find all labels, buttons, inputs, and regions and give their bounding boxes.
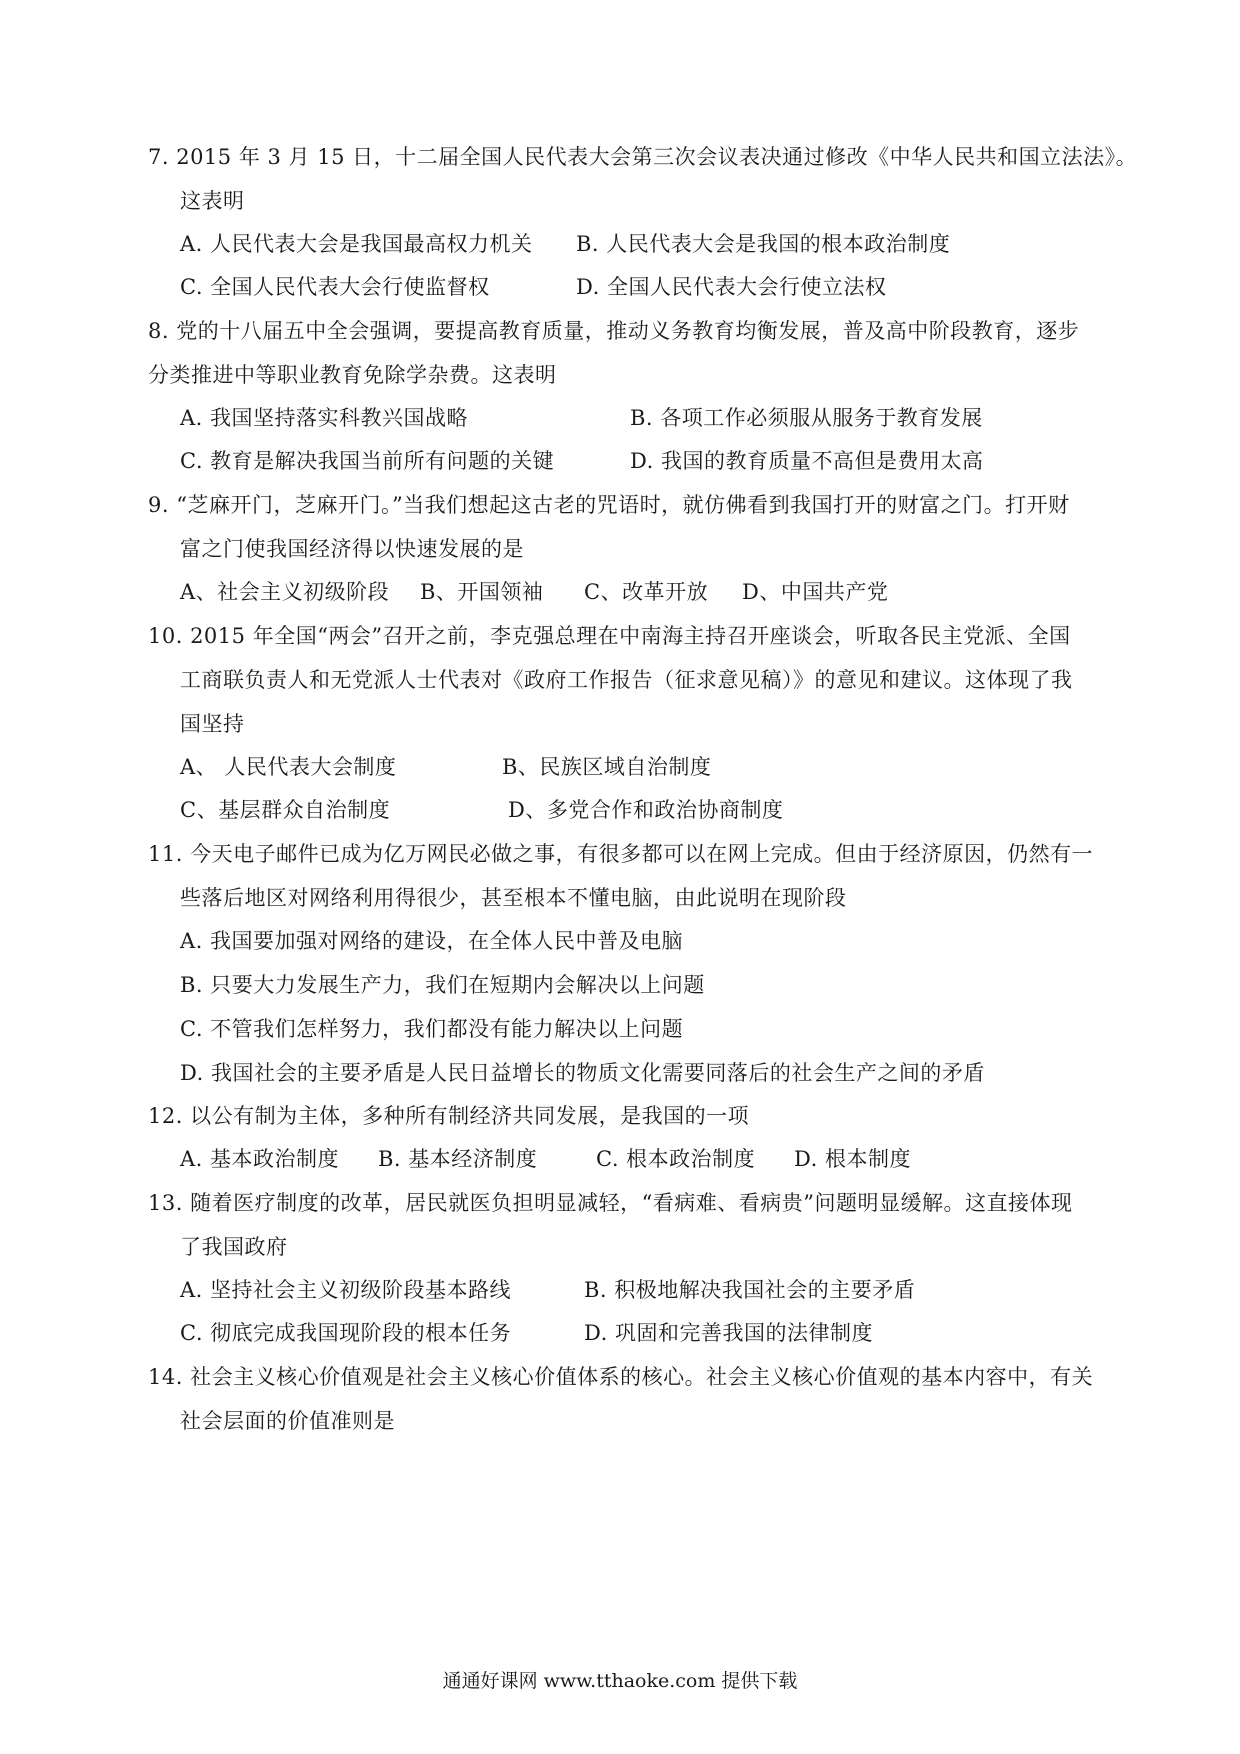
q8-option-a: A. 我国坚持落实科教兴国战略 (180, 406, 469, 430)
q7-stem-line1: 7. 2015 年 3 月 15 日，十二届全国人民代表大会第三次会议表决通过修改《中华人民共和国立法法》。 (148, 145, 1138, 169)
q9-option-b: B、开国领袖 (420, 580, 544, 604)
q14-stem-line2: 社会层面的价值准则是 (180, 1409, 395, 1433)
q10-option-a: A、 人民代表大会制度 (180, 755, 397, 779)
q10-option-d: D、多党合作和政治协商制度 (508, 798, 784, 822)
q7-option-d: D. 全国人民代表大会行使立法权 (576, 275, 887, 299)
q8-stem-line1: 8. 党的十八届五中全会强调，要提高教育质量，推动义务教育均衡发展，普及高中阶段教育，逐步 (148, 319, 1080, 343)
q10-stem-line1: 10. 2015 年全国“两会”召开之前，李克强总理在中南海主持召开座谈会，听取各民主党派、全国 (148, 624, 1071, 648)
q11-option-c: C. 不管我们怎样努力，我们都没有能力解决以上问题 (180, 1017, 684, 1041)
q11-option-d: D. 我国社会的主要矛盾是人民日益增长的物质文化需要同落后的社会生产之间的矛盾 (180, 1061, 985, 1085)
q13-option-c: C. 彻底完成我国现阶段的根本任务 (180, 1321, 512, 1345)
q11-stem-line2: 些落后地区对网络利用得很少，甚至根本不懂电脑，由此说明在现阶段 (180, 886, 847, 910)
q8-option-b: B. 各项工作必须服从服务于教育发展 (630, 406, 983, 430)
q11-option-a: A. 我国要加强对网络的建设，在全体人民中普及电脑 (180, 929, 684, 953)
q11-stem-line1: 11. 今天电子邮件已成为亿万网民必做之事，有很多都可以在网上完成。但由于经济原因，仍然有一 (148, 842, 1094, 866)
q10-option-b: B、民族区域自治制度 (502, 755, 712, 779)
q12-option-b: B. 基本经济制度 (378, 1147, 538, 1171)
q10-stem-line2: 工商联负责人和无党派人士代表对《政府工作报告（征求意见稿）》的意见和建议。这体现了我 (180, 668, 1073, 692)
q11-option-b: B. 只要大力发展生产力，我们在短期内会解决以上问题 (180, 973, 705, 997)
q13-option-a: A. 坚持社会主义初级阶段基本路线 (180, 1278, 512, 1302)
q9-option-c: C、改革开放 (584, 580, 709, 604)
q8-stem-line2: 分类推进中等职业教育免除学杂费。这表明 (148, 363, 557, 387)
q10-option-c: C、基层群众自治制度 (180, 798, 391, 822)
q7-option-c: C. 全国人民代表大会行使监督权 (180, 275, 490, 299)
q7-stem-line2: 这表明 (180, 189, 245, 213)
q9-option-d: D、中国共产党 (742, 580, 889, 604)
q7-option-a: A. 人民代表大会是我国最高权力机关 (180, 232, 533, 256)
q13-stem-line2: 了我国政府 (180, 1235, 288, 1259)
q14-stem-line1: 14. 社会主义核心价值观是社会主义核心价值体系的核心。社会主义核心价值观的基本内容中，有关 (148, 1365, 1094, 1389)
q8-option-d: D. 我国的教育质量不高但是费用太高 (630, 449, 984, 473)
q12-option-c: C. 根本政治制度 (596, 1147, 756, 1171)
q7-option-b: B. 人民代表大会是我国的根本政治制度 (576, 232, 951, 256)
q9-stem-line1: 9. “芝麻开门，芝麻开门。”当我们想起这古老的咒语时，就仿佛看到我国打开的财富之门。打开财 (148, 493, 1070, 517)
q9-option-a: A、社会主义初级阶段 (180, 580, 390, 604)
q12-option-d: D. 根本制度 (794, 1147, 911, 1171)
q12-stem-line1: 12. 以公有制为主体，多种所有制经济共同发展，是我国的一项 (148, 1104, 750, 1128)
page-footer: 通通好课网 www.tthaoke.com 提供下载 (442, 1670, 798, 1692)
q9-stem-line2: 富之门使我国经济得以快速发展的是 (180, 537, 524, 561)
q8-option-c: C. 教育是解决我国当前所有问题的关键 (180, 449, 555, 473)
q13-option-b: B. 积极地解决我国社会的主要矛盾 (584, 1278, 916, 1302)
q10-stem-line3: 国坚持 (180, 712, 245, 736)
q13-stem-line1: 13. 随着医疗制度的改革，居民就医负担明显减轻，“看病难、看病贵”问题明显缓解。这直接体现 (148, 1191, 1073, 1215)
q12-option-a: A. 基本政治制度 (180, 1147, 340, 1171)
q13-option-d: D. 巩固和完善我国的法律制度 (584, 1321, 873, 1345)
